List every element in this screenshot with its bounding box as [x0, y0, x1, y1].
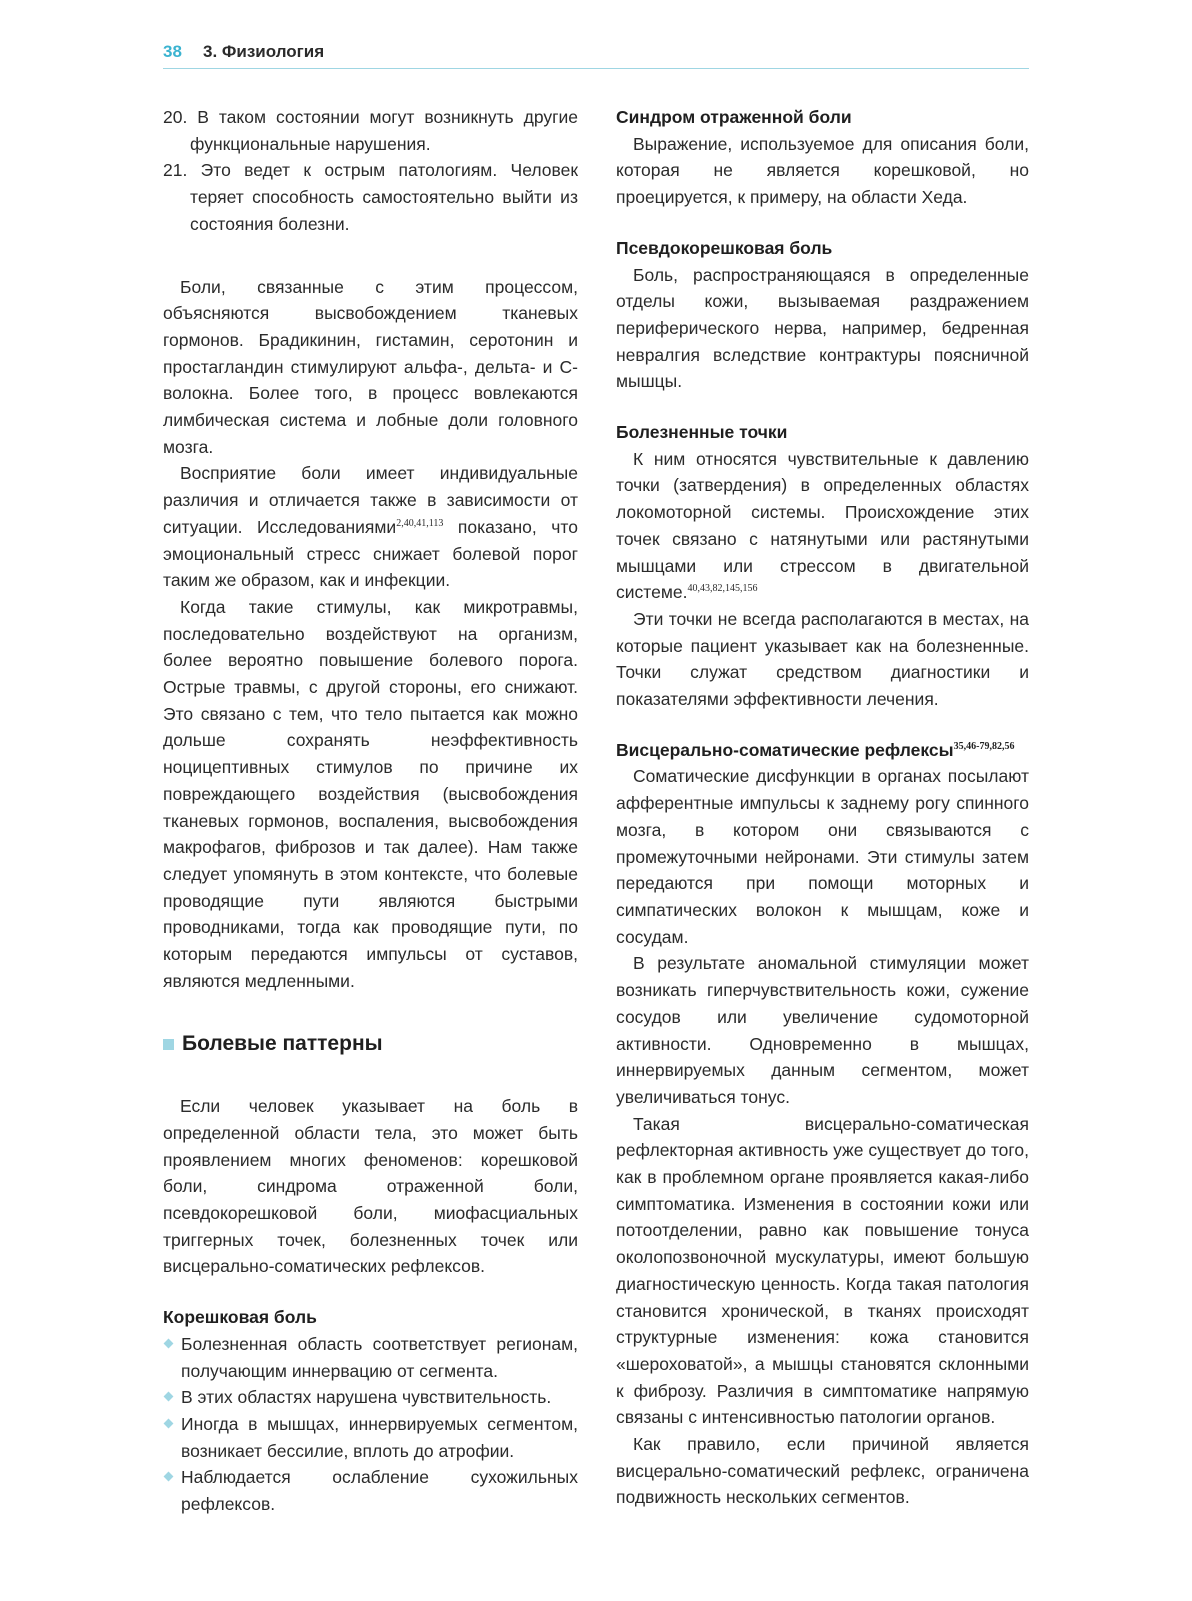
paragraph: Восприятие боли имеет индивидуальные различия и отличается также в зависимости от ситуации. Исследованиями$^{2,40,41,113}$ показано, что эмоциональный стресс снижает болевой порог таким же образом, как и инфекции.	[163, 463, 578, 591]
paragraph: Такая висцерально-соматическая рефлекторная активность уже существует до того, как в проблемном органе проявляется какая-либо симптоматика. Изменения в состоянии кожи или потоотделении, равно как повышение тонуса околопозвоночной мускулатуры, имеют большую диагностическую ценность. Когда такая патология становится хронической, в тканях происходят структурные изменения: кожа становится «шероховатой», а мышцы становятся склонными к фиброзу. Различия в симптоматике напрямую связаны с интенсивностью патологии органов.	[616, 1113, 1030, 1428]
subheading-radicular: Корешковая боль	[163, 1307, 317, 1328]
list-item: Наблюдается ослабление сухожильных рефлексов.	[163, 1464, 578, 1517]
subheading-tender-points: Болезненные точки	[616, 422, 788, 443]
paragraph: Когда такие стимулы, как микротравмы, последовательно воздействуют на организм, более вероятно повышение болевого порога. Острые травмы, с другой стороны, его снижают. Это связано с тем, что тело пытается как можно дольше сохранять неэффективность ноцицептивных стимулов по причине их повреждающего воздействия (высвобождения тканевых гормонов, воспаления, высвобождения макрофагов, фиброзов и так далее). Нам также следует упомянуть в этом контексте, что болевые проводящие пути являются быстрыми проводниками, тогда как проводящие пути, по которым передаются импульсы от суставов, являются медленными.	[163, 596, 578, 991]
list-item: В этих областях нарушена чувствительность.	[163, 1384, 578, 1411]
subheading-viscero-somatic: Висцерально-соматические рефлексы$^{35,46-79,82,56}$	[616, 739, 1015, 760]
paragraph: Боли, связанные с этим процессом, объясняются высвобождением тканевых гормонов. Брадикинин, гистамин, серотонин и простагландин стимулируют альфа-, дельта- и С-волокна. Более того, в процесс вовлекаются лимбическая система и лобные доли головного мозга.	[163, 276, 578, 457]
page-number: 38	[163, 42, 182, 61]
paragraph: Если человек указывает на боль в определенной области тела, это может быть проявлением многих феноменов: корешковой боли, синдрома отраженной боли, псевдокорешковой боли, миофасциальных триггерных точек, болезненных точек или висцерально-соматических рефлексов.	[163, 1096, 578, 1277]
paragraph: Соматические дисфункции в органах посылают афферентные импульсы к заднему рогу спинного мозга, в котором они связываются с промежуточными нейронами. Эти стимулы затем передаются при помощи моторных и симпатических волокон к мышцам, коже и сосудам.	[616, 766, 1029, 947]
subheading-referred: Синдром отраженной боли	[616, 107, 852, 127]
citation-superscript: 2,40,41,113	[396, 518, 444, 530]
citation-superscript: 40,43,82,145,156	[687, 583, 758, 595]
list-item: Болезненная область соответствует регионам, получающим иннервацию от сегмента.	[163, 1331, 578, 1384]
list-item-21: 21. Это ведет к острым патологиям. Человек теряет способность самостоятельно выйти из состояния болезни.	[163, 160, 578, 234]
paragraph: Эти точки не всегда располагаются в местах, на которые пациент указывает как на болезненные. Точки служат средством диагностики и показателями эффективности лечения.	[616, 608, 1029, 710]
bullet-diamond-icon	[164, 1418, 174, 1428]
bullet-diamond-icon	[164, 1338, 174, 1348]
page-header	[163, 40, 1029, 69]
bullet-list	[163, 1331, 578, 1518]
paragraph: В результате аномальной стимуляции может возникать гиперчувствительность кожи, сужение сосудов или увеличение судомоторной активности. Одновременно в мышцах, иннервируемых данным сегментом, может увеличиваться тонус.	[616, 953, 1029, 1107]
citation-superscript: 35,46-79,82,56	[953, 740, 1015, 752]
section-heading: Болевые паттерны	[163, 1031, 578, 1058]
paragraph: Боль, распространяющаяся в определенные отделы кожи, вызываемая раздражением периферического нерва, например, бедренная невралгия вследствие контрактуры поясничной мышцы.	[616, 264, 1029, 392]
subheading-pseudoradicular: Псевдокорешковая боль	[616, 237, 833, 258]
paragraph: Как правило, если причиной является висцерально-соматический рефлекс, ограничена подвижность нескольких сегментов.	[616, 1434, 1029, 1508]
paragraph: Выражение, используемое для описания боли, которая не является корешковой, но проецируется, к примеру, на области Хеда.	[616, 133, 1029, 208]
right-column	[616, 104, 1029, 1511]
heading-marker-icon	[163, 1039, 174, 1050]
bullet-diamond-icon	[164, 1472, 174, 1482]
list-item: Иногда в мышцах, иннервируемых сегментом, возникает бессилие, вплоть до атрофии.	[163, 1411, 578, 1464]
left-column	[163, 104, 578, 1518]
bullet-diamond-icon	[164, 1392, 174, 1402]
paragraph: К ним относятся чувствительные к давлению точки (затвердения) в определенных областях локомоторной системы. Происхождение этих точек связано с натянутыми или растянутыми мышцами или стрессом в двигательной системе.$^{40,43,82,145,156}$	[616, 448, 1029, 603]
list-item-20: 20. В таком состоянии могут возникнуть другие функциональные нарушения.	[163, 107, 578, 154]
chapter-title: 3. Физиология	[203, 42, 325, 61]
